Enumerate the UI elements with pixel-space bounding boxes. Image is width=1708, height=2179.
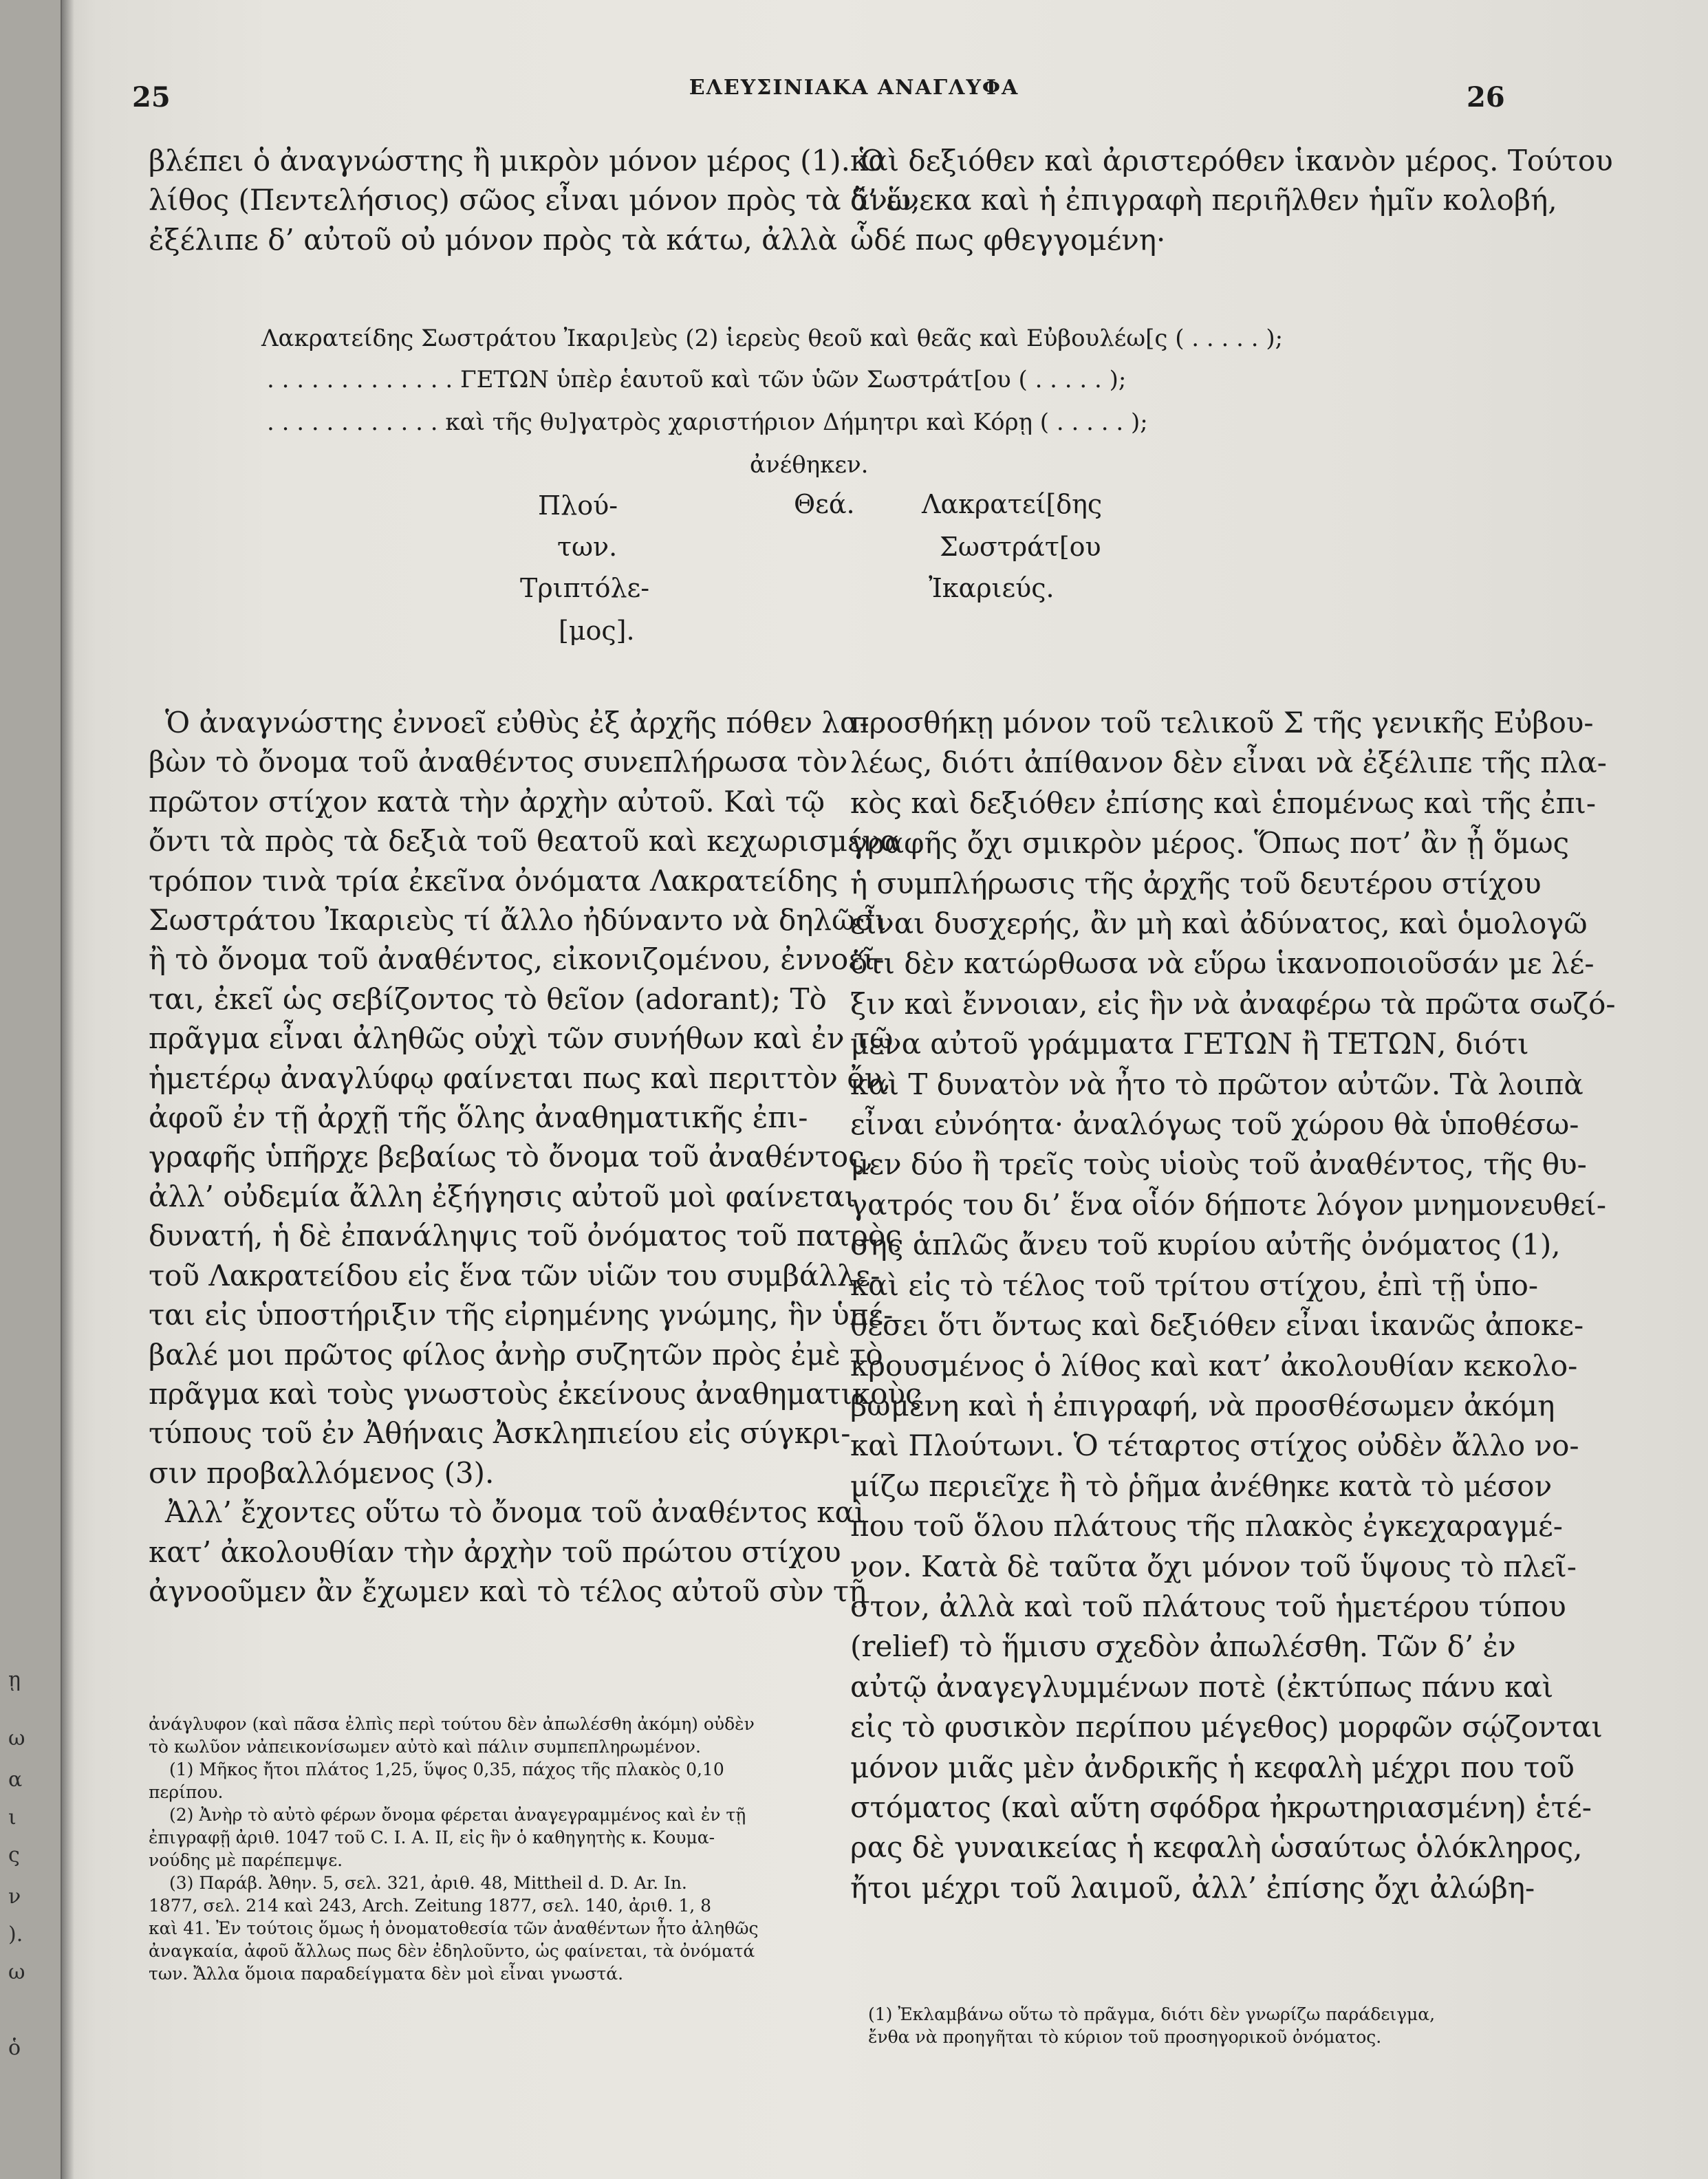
text-line: ἡμετέρῳ ἀναγλύφῳ φαίνεται πως καὶ περιττὸν ὄν, [149, 1061, 891, 1095]
footnote-line: 1877, σελ. 214 καὶ 243, Arch. Zeitung 1877, σελ. 140, ἀριθ. 1, 8 [149, 1896, 712, 1916]
text-line: εἰς τὸ φυσικὸν περίπου μέγεθος) μορφῶν σῴζονται [850, 1710, 1603, 1744]
margin-letter: ). [8, 1922, 23, 1947]
text-line: Ὁ ἀναγνώστης ἐννοεῖ εὐθὺς ἐξ ἀρχῆς πόθεν λα- [165, 706, 869, 739]
text-line: πρᾶγμα εἶναι ἀληθῶς οὐχὶ τῶν συνήθων καὶ ἐν τῷ [149, 1021, 894, 1056]
inscription-line-1: Λακρατείδης Σωστράτου Ἰκαρι]εὺς (2) ἱερεὺς θεοῦ καὶ θεᾶς καὶ Εὐβουλέω[ς ( . . . . . ); [261, 325, 1284, 352]
text-line: εἶναι εὐνόητα· ἀναλόγως τοῦ χώρου θὰ ὑποθέσω- [850, 1107, 1579, 1142]
text-line: γατρός του δι’ ἕνα οἷόν δήποτε λόγον μνημονευθεί- [850, 1187, 1607, 1222]
text-line: καὶ Πλούτωνι. Ὁ τέταρτος στίχος οὐδὲν ἄλλο νο- [850, 1429, 1579, 1463]
text-line: ται εἰς ὑποστήριξιν τῆς εἰρημένης γνώμης, ἣν ὑπέ- [149, 1298, 894, 1332]
text-line: ἐξέλιπε δ’ αὐτοῦ οὐ μόνον πρὸς τὰ κάτω, ἀλλὰ [149, 222, 838, 257]
footnote-line: νούδης μὲ παρέπεμψε. [149, 1850, 343, 1870]
running-title: ΕΛΕΥΣΙΝΙΑΚΑ ΑΝΑΓΛΥΦΑ [689, 76, 1019, 100]
text-line: βλέπει ὁ ἀναγνώστης ἢ μικρὸν μόνον μέρος (1). Ὁ [149, 144, 885, 177]
footnote-line: ἀνάγλυφον (καὶ πᾶσα ἐλπὶς περὶ τούτου δὲν ἀπωλέσθη ἀκόμη) οὐδὲν [149, 1714, 755, 1734]
margin-letter: α [8, 1768, 23, 1792]
text-line: ρας δὲ γυναικείας ἡ κεφαλὴ ὡσαύτως ὁλόκληρος, [850, 1830, 1583, 1865]
margin-letter: ὁ [8, 2036, 21, 2060]
text-line: θέσει ὅτι ὄντως καὶ δεξιόθεν εἶναι ἱκανῶς ἀποκε- [850, 1308, 1584, 1343]
text-line: Σωστράτου Ἰκαριεὺς τί ἄλλο ἠδύναντο νὰ δηλῶσι [149, 903, 887, 937]
book-gutter [61, 0, 74, 2179]
text-line: κατ’ ἀκολουθίαν τὴν ἀρχὴν τοῦ πρώτου στίχου [149, 1535, 841, 1569]
text-line: τύπους τοῦ ἐν Ἀθήναις Ἀσκληπιείου εἰς σύγκρι- [149, 1416, 851, 1451]
margin-letter: ν [8, 1885, 21, 1909]
figure-label-right: Λακρατεί[δης [922, 489, 1103, 519]
top-left-text [149, 141, 920, 259]
text-line: σης ἁπλῶς ἄνευ τοῦ κυρίου αὐτῆς ὀνόματος (1), [850, 1228, 1561, 1262]
inscription-line-4: ἀνέθηκεν. [750, 451, 869, 479]
figure-label-left: Τριπτόλε- [520, 573, 650, 603]
text-line: σιν προβαλλόμενος (3). [149, 1455, 495, 1490]
footnote-line: (1) Μῆκος ἤτοι πλάτος 1,25, ὕψος 0,35, πάχος τῆς πλακὸς 0,10 [169, 1759, 724, 1779]
footnote-line: (3) Παράβ. Ἀθην. 5, σελ. 321, ἀριθ. 48, Mittheil d. D. Ar. In. [169, 1873, 687, 1893]
text-line: μίζω περιεῖχε ἢ τὸ ῥῆμα ἀνέθηκε κατὰ τὸ μέσον [850, 1468, 1553, 1503]
text-line: πρῶτον στίχον κατὰ τὴν ἀρχὴν αὐτοῦ. Καὶ τῷ [149, 784, 825, 819]
body-right-column [850, 703, 1616, 1908]
footnotes-right [868, 2003, 1522, 2048]
text-line: βὼν τὸ ὄνομα τοῦ ἀναθέντος συνεπλήρωσα τὸν [149, 745, 848, 779]
figure-label-left: Πλού- [538, 490, 618, 521]
body-left-column [149, 703, 922, 1611]
right-page-number: 26 [1467, 81, 1505, 113]
text-line: που τοῦ ὅλου πλάτους τῆς πλακὸς ἐγκεχαραγμέ- [850, 1509, 1563, 1543]
text-line: νον. Κατὰ δὲ ταῦτα ὄχι μόνον τοῦ ὕψους τὸ πλεῖ- [850, 1549, 1577, 1583]
text-line: ξιν καὶ ἔννοιαν, εἰς ἣν νὰ ἀναφέρω τὰ πρῶτα σωζό- [850, 986, 1616, 1021]
text-line: (relief) τὸ ἥμισυ σχεδὸν ἀπωλέσθη. Τῶν δ’ ἐν [850, 1629, 1516, 1664]
footnotes-left [149, 1713, 816, 1985]
footnote-line: των. Ἄλλα ὅμοια παραδείγματα δὲν μοὶ εἶναι γνωστά. [149, 1964, 624, 1984]
figure-label-left: των. [557, 532, 618, 562]
figure-label-right: Σωστράτ[ου [940, 532, 1101, 562]
text-line: πρᾶγμα καὶ τοὺς γνωστοὺς ἐκείνους ἀναθηματικοὺς [149, 1376, 922, 1411]
text-line: δυνατή, ἡ δὲ ἐπανάληψις τοῦ ὀνόματος τοῦ πατρὸς [149, 1219, 902, 1253]
figure-label-right: Ἰκαριεύς. [929, 573, 1055, 603]
text-line: μεν δύο ἢ τρεῖς τοὺς υἱοὺς τοῦ ἀναθέντος, τῆς θυ- [850, 1147, 1587, 1182]
top-right-text [850, 141, 1613, 259]
text-line: καὶ εἰς τὸ τέλος τοῦ τρίτου στίχου, ἐπὶ τῇ ὑπο- [850, 1268, 1539, 1302]
text-line: λίθος (Πεντελήσιος) σῶος εἶναι μόνον πρὸς τὰ ἄνω, [149, 183, 920, 217]
text-line: εἶναι δυσχερής, ἂν μὴ καὶ ἀδύνατος, καὶ ὁμολογῶ [850, 907, 1588, 941]
text-line: κὸς καὶ δεξιόθεν ἐπίσης καὶ ἑπομένως καὶ τῆς ἐπι- [850, 785, 1597, 820]
margin-letter: ῃ [8, 1668, 21, 1692]
text-line: ἢ τὸ ὄνομα τοῦ ἀναθέντος, εἰκονιζομένου, ἐννοεῖ- [149, 942, 885, 977]
text-line: ἤτοι μέχρι τοῦ λαιμοῦ, ἀλλ’ ἐπίσης ὄχι ἀλώβη- [850, 1870, 1535, 1905]
text-line: γραφῆς ὄχι σμικρὸν μέρος. Ὅπως ποτ’ ἂν ᾖ ὅμως [850, 826, 1570, 860]
inscription-line-3: . . . . . . . . . . . . καὶ τῆς θυ]γατρὸς χαριστήριον Δήμητρι καὶ Κόρῃ ( . . . . . ); [267, 409, 1148, 436]
text-line: καὶ Τ δυνατὸν νὰ ἦτο τὸ πρῶτον αὐτῶν. Τὰ λοιπὰ [850, 1067, 1583, 1101]
footnote-line: καὶ 41. Ἐν τούτοις ὅμως ἡ ὀνοματοθεσία τῶν ἀναθέντων ἦτο ἀληθῶς [149, 1918, 759, 1938]
text-line: ὧδέ πως φθεγγομένη· [850, 222, 1166, 257]
footnote-line: περίπου. [149, 1782, 224, 1802]
footnote-line: ἔνθα νὰ προηγῆται τὸ κύριον τοῦ προσηγορικοῦ ὀνόματος. [868, 2027, 1382, 2047]
text-line: βαλέ μοι πρῶτος φίλος ἀνὴρ συζητῶν πρὸς ἐμὲ τὸ [149, 1337, 883, 1372]
footnote-line: τὸ κωλῦον νἀπεικονίσωμεν αὐτὸ καὶ πάλιν συμπεπληρωμένον. [149, 1737, 701, 1757]
text-line: καὶ δεξιόθεν καὶ ἀριστερόθεν ἱκανὸν μέρος. Τούτου [850, 144, 1613, 177]
text-line: γραφῆς ὑπῆρχε βεβαίως τὸ ὄνομα τοῦ ἀναθέντος, [149, 1140, 874, 1174]
footnote-line: ἀναγκαία, ἀφοῦ ἄλλως πως δὲν ἐδηλοῦντο, ὡς φαίνεται, τὰ ὀνόματά [149, 1941, 755, 1961]
text-line: ἀφοῦ ἐν τῇ ἀρχῇ τῆς ὅλης ἀναθηματικῆς ἐπι- [149, 1101, 808, 1135]
margin-letter: ω [8, 1726, 25, 1750]
text-line: κρουσμένος ὁ λίθος καὶ κατ’ ἀκολουθίαν κεκολο- [850, 1348, 1578, 1383]
footnote-line: ἐπιγραφῇ ἀριθ. 1047 τοῦ C. I. A. II, εἰς ἣν ὁ καθηγητὴς κ. Κουμα- [149, 1828, 715, 1847]
text-line: ὅτι δὲν κατώρθωσα νὰ εὕρω ἱκανοποιοῦσάν με λέ- [850, 946, 1595, 981]
text-line: ἡ συμπλήρωσις τῆς ἀρχῆς τοῦ δευτέρου στίχου [850, 866, 1542, 900]
text-line: τοῦ Λακρατείδου εἰς ἕνα τῶν υἱῶν του συμβάλλε- [149, 1258, 880, 1292]
footnote-line: (1) Ἐκλαμβάνω οὕτω τὸ πρᾶγμα, διότι δὲν γνωρίζω παράδειγμα, [868, 2004, 1436, 2024]
footnote-line: (2) Ἀνὴρ τὸ αὐτὸ φέρων ὄνομα φέρεται ἀναγεγραμμένος καὶ ἐν τῇ [169, 1805, 746, 1825]
text-line: Ἀλλ’ ἔχοντες οὕτω τὸ ὄνομα τοῦ ἀναθέντος καὶ [165, 1495, 866, 1530]
text-line: προσθήκῃ μόνον τοῦ τελικοῦ Σ τῆς γενικῆς Εὐβου- [850, 706, 1594, 739]
text-line: αὐτῷ ἀναγεγλυμμένων ποτὲ (ἐκτύπως πάνυ καὶ [850, 1669, 1554, 1704]
text-line: ἀγνοοῦμεν ἂν ἔχωμεν καὶ τὸ τέλος αὐτοῦ σὺν τῇ [149, 1574, 867, 1608]
text-line: βωμένη καὶ ἡ ἐπιγραφή, νὰ προσθέσωμεν ἀκόμη [850, 1388, 1555, 1422]
text-line: ὄντι τὰ πρὸς τὰ δεξιὰ τοῦ θεατοῦ καὶ κεχωρισμένα [149, 824, 900, 858]
margin-letter: ω [8, 1960, 25, 1984]
left-page-number: 25 [132, 81, 171, 113]
text-line: ται, ἐκεῖ ὡς σεβίζοντος τὸ θεῖον (adorant); Τὸ [149, 982, 827, 1016]
margin-letter: ς [8, 1843, 20, 1867]
figure-label-left: [μος]. [559, 616, 635, 646]
text-line: μενα αὐτοῦ γράμματα ΓΕΤΩΝ ἢ ΤΕΤΩΝ, διότι [850, 1027, 1529, 1061]
text-line: τρόπον τινὰ τρία ἐκεῖνα ὀνόματα Λακρατείδης [149, 863, 839, 898]
text-line: δ’ ἕνεκα καὶ ἡ ἐπιγραφὴ περιῆλθεν ἡμῖν κολοβή, [850, 183, 1557, 217]
text-line: στον, ἀλλὰ καὶ τοῦ πλάτους τοῦ ἡμετέρου τύπου [850, 1589, 1566, 1623]
text-line: στόματος (καὶ αὕτη σφόδρα ἠκρωτηριασμένη) ἑτέ- [850, 1790, 1592, 1824]
text-line: λέως, διότι ἀπίθανον δὲν εἶναι νὰ ἐξέλιπε τῆς πλα- [850, 746, 1607, 780]
margin-letter: ι [8, 1806, 17, 1830]
text-line: μόνον μιᾶς μὲν ἀνδρικῆς ἡ κεφαλὴ μέχρι που τοῦ [850, 1750, 1575, 1784]
text-line: ἀλλ’ οὐδεμία ἄλλη ἐξήγησις αὐτοῦ μοὶ φαίνεται [149, 1179, 856, 1213]
figure-label-center: Θεά. [794, 489, 855, 519]
inscription-line-2: . . . . . . . . . . . . . ΓΕΤΩΝ ὑπὲρ ἑαυτοῦ καὶ τῶν ὑῶν Σωστράτ[ου ( . . . . . ); [267, 366, 1127, 393]
